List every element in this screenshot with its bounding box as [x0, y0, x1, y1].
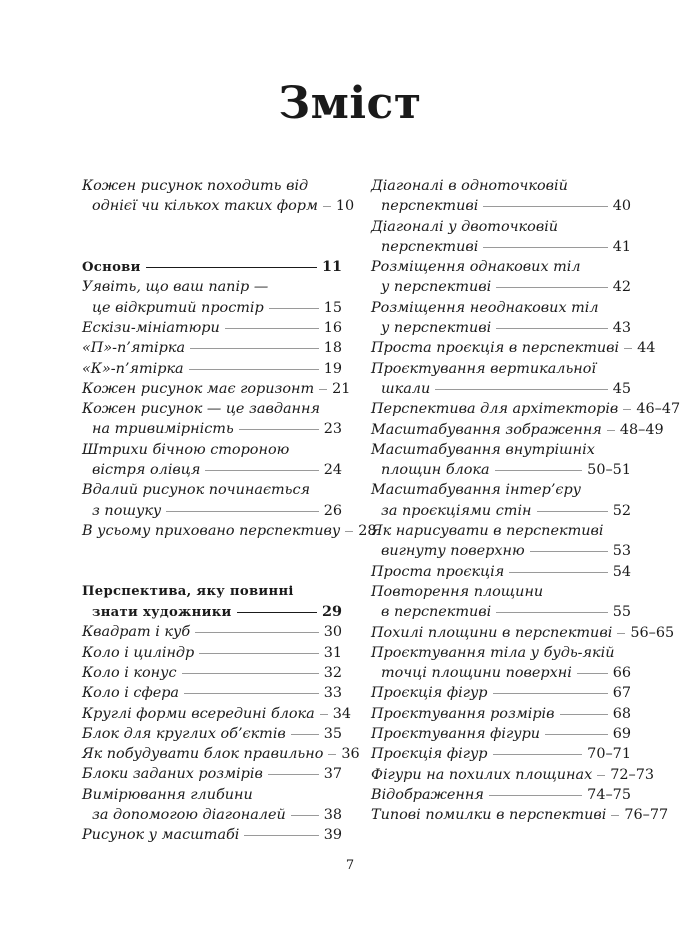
toc-entry-text: Діагоналі в одноточковій — [371, 178, 568, 194]
toc-entry[interactable] — [82, 399, 342, 440]
toc-entry[interactable] — [371, 420, 664, 440]
leader-line — [319, 389, 327, 390]
leader-line — [244, 835, 318, 836]
toc-entry-text: у перспективі — [381, 279, 492, 296]
toc-entry-text: «П»-п’ятірка — [82, 340, 186, 357]
toc-page-number: 72–73 — [610, 766, 655, 783]
toc-page-number: 10 — [335, 198, 355, 215]
toc-entry[interactable] — [82, 379, 351, 399]
toc-page-number: 29 — [321, 603, 342, 621]
toc-entry-text: Ескізи-мініатюри — [82, 319, 220, 336]
toc-entry-text: Штрихи бічною стороною — [82, 441, 290, 458]
toc-entry-text: Проєктування вертикальної — [371, 360, 597, 377]
toc-entry-text: Основи — [82, 260, 141, 276]
toc-entry[interactable] — [82, 338, 342, 358]
toc-page-number: 76–77 — [624, 807, 669, 824]
toc-entry-text: Коло і циліндр — [82, 644, 195, 661]
toc-entry[interactable] — [371, 480, 631, 521]
leader-line — [268, 774, 319, 775]
toc-entry-text: Відображення — [371, 786, 484, 803]
toc-left-column — [82, 176, 377, 846]
toc-entry[interactable] — [82, 704, 352, 724]
toc-page-number: 42 — [612, 279, 631, 296]
toc-entry[interactable] — [82, 643, 342, 663]
leader-line — [320, 714, 328, 715]
leader-line — [577, 673, 608, 674]
toc-entry[interactable] — [371, 217, 631, 258]
toc-entry[interactable] — [82, 683, 342, 703]
toc-page-number: 70–71 — [587, 746, 631, 763]
toc-page-number: 16 — [323, 319, 342, 336]
toc-entry[interactable] — [371, 643, 631, 684]
toc-entry[interactable] — [82, 480, 342, 521]
toc-entry-text: у перспективі — [381, 320, 492, 337]
leader-line — [493, 693, 608, 694]
toc-page-number: 35 — [323, 725, 342, 742]
toc-entry[interactable] — [371, 785, 631, 805]
toc-entry[interactable] — [371, 176, 631, 217]
toc-entry-text: Проста проєкція — [371, 563, 505, 580]
toc-entry-text: Кожен рисунок — це завдання — [82, 401, 321, 418]
toc-page-number: 32 — [323, 664, 342, 681]
toc-entry-text: Вдалий рисунок починається — [82, 482, 311, 499]
toc-entry-text: Розміщення однакових тіл — [371, 259, 581, 276]
toc-entry[interactable] — [82, 440, 342, 481]
toc-page-number: 46–47 — [636, 401, 681, 418]
toc-page-number: 45 — [612, 380, 631, 397]
toc-entry-text: перспективі — [381, 198, 479, 215]
leader-line — [237, 612, 317, 613]
toc-page-number: 55 — [612, 604, 631, 621]
leader-line — [345, 531, 353, 532]
leader-line — [328, 754, 336, 755]
toc-entry-text: Фігури на похилих площинах — [371, 766, 593, 783]
toc-entry-text: це відкритий простір — [92, 299, 264, 316]
leader-line — [489, 795, 582, 796]
toc-entry-text: В усьому приховано перспективу — [82, 522, 341, 539]
toc-entry[interactable] — [371, 765, 655, 785]
toc-entry-text: Повторення площини — [371, 583, 544, 600]
leader-line — [146, 267, 317, 268]
toc-entry[interactable] — [371, 359, 631, 400]
leader-line — [291, 815, 319, 816]
toc-entry-text: з пошуку — [92, 502, 162, 519]
leader-line — [225, 328, 319, 329]
toc-page-number: 28 — [358, 522, 377, 539]
toc-entry-text: точці площини поверхні — [381, 665, 572, 682]
leader-line — [199, 653, 318, 654]
toc-page-number: 40 — [612, 198, 631, 215]
toc-entry-text: Коло і сфера — [82, 685, 180, 702]
toc-page-number: 23 — [323, 421, 342, 438]
toc-entry-text: Коло і конус — [82, 664, 177, 681]
toc-page-number: 38 — [323, 807, 342, 824]
leader-line — [493, 754, 583, 755]
toc-entry-text: Квадрат і куб — [82, 624, 191, 641]
toc-entry-text: за проєкціями стін — [381, 502, 532, 519]
leader-line — [435, 389, 607, 390]
toc-entry[interactable] — [82, 785, 342, 826]
toc-entry[interactable] — [82, 359, 342, 379]
toc-page-number: 36 — [341, 746, 360, 763]
toc-entry[interactable] — [371, 683, 631, 703]
toc-entry-text: вигнуту поверхню — [381, 543, 525, 560]
toc-page-number: 52 — [612, 502, 631, 519]
toc-entry-text: Як нарисувати в перспективі — [371, 523, 604, 540]
toc-page-number: 48–49 — [619, 421, 664, 438]
leader-line — [166, 511, 318, 512]
toc-entry-text: Проєкція фігур — [371, 685, 488, 702]
toc-entry-text: Масштабування внутрішніх — [371, 441, 595, 458]
toc-entry[interactable] — [371, 338, 656, 358]
leader-line — [611, 815, 619, 816]
toc-entry-text: перспективі — [381, 238, 479, 255]
toc-entry[interactable] — [82, 318, 342, 338]
toc-entry-text: Перспектива для архітекторів — [371, 401, 619, 418]
toc-entry-text: Кожен рисунок походить від — [82, 178, 309, 194]
toc-page-number: 11 — [321, 258, 342, 276]
leader-line — [509, 572, 607, 573]
toc-page-number: 19 — [323, 360, 342, 377]
toc-entry-text: Блок для круглих об’єктів — [82, 725, 286, 742]
toc-entry[interactable] — [371, 257, 631, 298]
leader-line — [496, 612, 607, 613]
toc-entry-text: Проста проєкція в перспективі — [371, 340, 620, 357]
toc-entry[interactable] — [82, 744, 360, 764]
toc-page-number: 54 — [612, 563, 631, 580]
page-number: 7 — [345, 858, 355, 873]
toc-entry[interactable] — [371, 724, 631, 744]
toc-entry-text: Уявіть, що ваш папір — — [82, 279, 269, 296]
toc-entry[interactable] — [371, 582, 631, 623]
leader-line — [496, 287, 607, 288]
toc-entry-text: Проєктування фігури — [371, 726, 541, 743]
leader-line — [483, 206, 607, 207]
toc-entry-text: Блоки заданих розмірів — [82, 766, 263, 783]
toc-entry-text: Вимірювання глибини — [82, 786, 253, 803]
toc-page-number: 53 — [612, 543, 631, 560]
toc-entry[interactable] — [82, 764, 342, 784]
toc-entry-text: Круглі форми всередині блока — [82, 705, 315, 722]
leader-line — [545, 734, 608, 735]
leader-line — [537, 511, 608, 512]
toc-page-number: 67 — [612, 685, 631, 702]
toc-entry-text: Рисунок у масштабі — [82, 827, 240, 844]
toc-entry-text: площин блока — [381, 462, 490, 479]
toc-entry-text: Типові помилки в перспективі — [371, 807, 607, 824]
leader-line — [184, 693, 319, 694]
toc-entry-text: в перспективі — [381, 604, 492, 621]
toc-entry[interactable] — [82, 622, 342, 642]
toc-page-number: 26 — [323, 502, 342, 519]
toc-entry-text: Проєктування розмірів — [371, 705, 555, 722]
toc-entry[interactable] — [371, 704, 631, 724]
section-gap — [82, 217, 342, 258]
toc-page-number: 66 — [612, 665, 631, 682]
toc-page-number: 15 — [323, 299, 342, 316]
toc-page-number: 24 — [323, 462, 342, 479]
toc-entry[interactable] — [371, 399, 681, 419]
toc-entry-text: вістря олівця — [92, 462, 201, 479]
toc-entry[interactable] — [82, 277, 342, 318]
leader-line — [623, 409, 631, 410]
toc-entry-text: Масштабування інтер’єру — [371, 482, 582, 499]
leader-line — [495, 470, 583, 471]
toc-page-number: 34 — [332, 705, 352, 722]
toc-entry-text: за допомогою діагоналей — [92, 807, 286, 824]
toc-page-number: 37 — [323, 766, 342, 783]
toc-entry[interactable] — [82, 176, 355, 217]
toc-entry-text: знати художники — [92, 605, 232, 621]
leader-line — [205, 470, 318, 471]
toc-entry[interactable] — [371, 521, 631, 562]
leader-line — [483, 247, 607, 248]
leader-line — [239, 429, 319, 430]
leader-line — [597, 775, 605, 776]
toc-entry[interactable] — [82, 724, 342, 744]
leader-line — [269, 308, 319, 309]
toc-page-number: 69 — [612, 726, 631, 743]
toc-page-number: 18 — [323, 340, 342, 357]
leader-line — [560, 714, 608, 715]
leader-line — [496, 328, 607, 329]
leader-line — [624, 348, 632, 349]
toc-entry-text: Проєкція фігур — [371, 746, 488, 763]
toc-page-number: 30 — [323, 624, 342, 641]
toc-section-heading[interactable] — [82, 257, 342, 277]
toc-entry[interactable] — [371, 298, 631, 339]
toc-entry[interactable] — [371, 623, 675, 643]
toc-page-number: 56–65 — [630, 624, 675, 641]
toc-page-number: 68 — [612, 705, 631, 722]
toc-entry-text: на тривимірність — [92, 421, 234, 438]
toc-entry-text: Діагоналі у двоточковій — [371, 218, 559, 235]
toc-section-heading[interactable] — [82, 582, 342, 623]
leader-line — [617, 633, 625, 634]
toc-page-number: 21 — [332, 380, 351, 397]
toc-entry-text: Проєктування тіла у будь-якій — [371, 644, 615, 661]
leader-line — [195, 632, 319, 633]
section-gap — [82, 541, 342, 582]
leader-line — [530, 551, 608, 552]
leader-line — [323, 206, 331, 207]
leader-line — [182, 673, 319, 674]
toc-page-number: 41 — [612, 238, 631, 255]
toc-entry[interactable] — [82, 663, 342, 683]
toc-entry[interactable] — [371, 440, 631, 481]
toc-entry-text: шкали — [381, 380, 431, 397]
toc-entry[interactable] — [371, 805, 669, 825]
toc-page-number: 31 — [323, 644, 342, 661]
toc-entry-text: Похилі площини в перспективі — [371, 624, 613, 641]
leader-line — [190, 348, 319, 349]
leader-line — [607, 430, 615, 431]
toc-entry-text: однієї чи кількох таких форм — [92, 198, 318, 215]
toc-page-number: 74–75 — [587, 786, 631, 803]
toc-entry[interactable] — [371, 562, 631, 582]
toc-entry[interactable] — [371, 744, 631, 764]
page-title: Зміст — [278, 78, 422, 129]
leader-line — [189, 369, 319, 370]
toc-page-number: 43 — [612, 320, 631, 337]
toc-entry[interactable] — [82, 825, 342, 845]
toc-entry-text: Перспектива, яку повинні — [82, 583, 294, 599]
toc-page-number: 50–51 — [587, 462, 631, 479]
toc-page-number: 44 — [637, 340, 656, 357]
toc-entry-text: Масштабування зображення — [371, 421, 602, 438]
toc-entry[interactable] — [82, 521, 377, 541]
toc-page-number: 39 — [323, 827, 342, 844]
toc-page-number: 33 — [323, 685, 342, 702]
toc-entry-text: Кожен рисунок має горизонт — [82, 380, 315, 397]
toc-entry-text: «К»-п’ятірка — [82, 360, 184, 377]
toc-right-column — [371, 176, 681, 826]
toc-entry-text: Розміщення неоднакових тіл — [371, 299, 599, 316]
leader-line — [291, 734, 319, 735]
toc-entry-text: Як побудувати блок правильно — [82, 746, 324, 763]
